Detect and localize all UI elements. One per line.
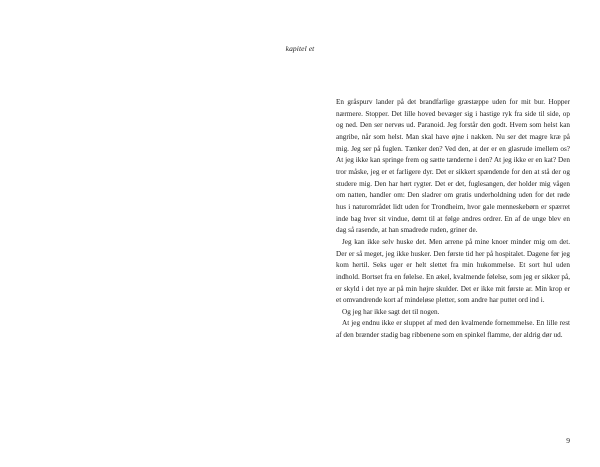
- page-number: 9: [566, 436, 570, 445]
- paragraph-2: Jeg kan ikke selv huske det. Men arrene på mine knoer minder mig om det. Der er så meget, jeg ikke husker. Den første tid her på hospitalet. Dagene før jeg kom hertil. Seks uger er helt slettet fra min hukommelse. Et sort hul uden indhold. Bortset fra en følelse. En ækel, kvalmende følelse, som jeg er sikker på, er skyld i det nye ar på min højre skulder. Det er ikke mit første ar. Min krop er et omvandrende kort af mindeløse pletter, som andre har puttet ord ind i.: [336, 237, 570, 305]
- paragraph-4: At jeg endnu ikke er sluppet af med den kvalmende fornemmelse. En lille rest af den brænder stadig bag ribbenene som en spinkel flamme, der aldrig dør ud.: [336, 319, 570, 340]
- page-body-text: [336, 97, 570, 342]
- paragraph-3: Og jeg har ikke sagt det til nogen.: [342, 307, 440, 316]
- chapter-heading: kapitel et: [285, 44, 315, 53]
- paragraph-1: En gråspurv lander på det brandfarlige græstæppe uden for mit bur. Hopper nærmere. Stopper. Det lille hoved bevæger sig i hastige ryk fra side til side, op og ned. Den ser nervøs ud. Paranoid. Jeg forstår den godt. Hvem som helst kan angribe, når som helst. Man skal have øjne i nakken. Nu ser det magre kræ på mig. Jeg ser på fuglen. Tænker den? Ved den, at der er en glasrude imellem os? At jeg ikke kan springe frem og sætte tænderne i den? At jeg ikke er en kat? Den tror måske, jeg er et farligere dyr. Det er sikkert spændende for den at stå der og studere mig. Den har hørt rygter. Det er det, fuglesangen, der holder mig vågen om natten, handler om: Den sladrer om gratis underholdning uden for det røde hus i naturområdet lidt uden for Trondheim, hvor gale menneskebørn er spærret inde bag hver sit vindue, dømt til at følge andres ordrer. En af de unge blev en dag så rasende, at han smadrede ruden, griner de.: [336, 98, 570, 235]
